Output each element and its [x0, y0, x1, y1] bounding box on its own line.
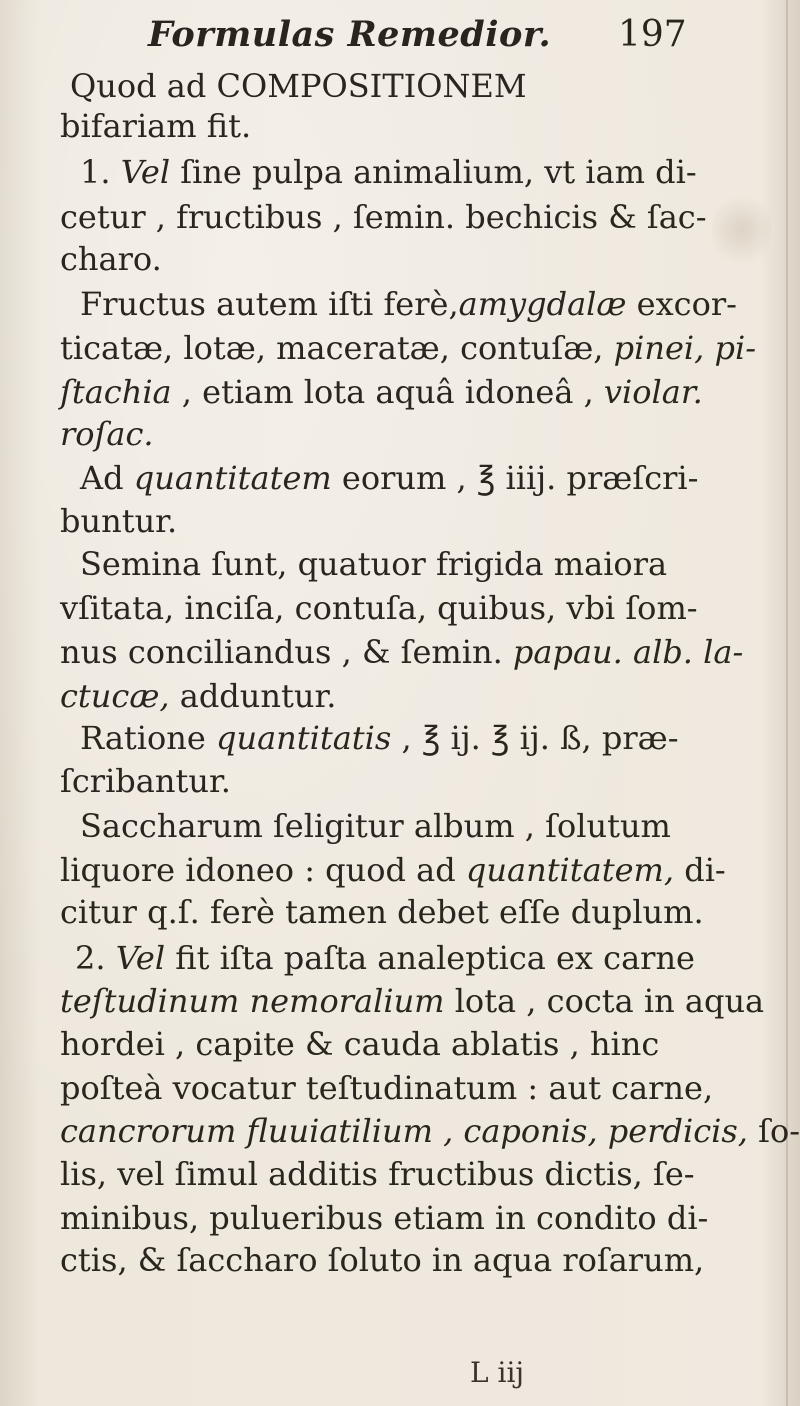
text-line — [60, 1240, 704, 1280]
text-run: ctis, & ſaccharo ſoluto in aqua roſarum, — [60, 1241, 705, 1279]
italic-text: quantitatem — [133, 459, 332, 497]
italic-text: quantitatis — [215, 719, 392, 757]
text-line — [60, 850, 726, 890]
signature-mark: L iij — [470, 1356, 525, 1389]
text-line — [60, 372, 703, 412]
text-line — [60, 328, 756, 368]
text-line — [80, 458, 698, 498]
italic-text: amygdalæ — [458, 285, 627, 323]
text-run: hordei , capite & cauda ablatis , hinc — [60, 1025, 660, 1063]
text-line — [80, 284, 737, 324]
text-run: minibus, pulueribus etiam in condito di- — [60, 1199, 709, 1237]
text-line — [60, 761, 231, 801]
text-run: buntur. — [60, 502, 178, 540]
text-run: adduntur. — [169, 677, 337, 715]
text-run: eorum , ℥ iiij. præſcri- — [331, 459, 699, 497]
text-run: Ad — [80, 459, 134, 497]
text-run: ſine pulpa animalium, vt iam di- — [170, 153, 697, 191]
text-line — [60, 197, 707, 237]
text-run: bifariam fit. — [60, 107, 252, 145]
text-run: Semina ſunt, quatuor frigida maiora — [80, 545, 668, 583]
running-title: Formulas Remedior. — [148, 14, 552, 55]
italic-text: Vel — [115, 939, 166, 977]
text-run: fit iſta paſta analeptica ex carne — [165, 939, 695, 977]
text-run: lis, vel ſimul additis fructibus dictis, ſe- — [60, 1155, 695, 1193]
italic-text: violar. — [603, 373, 703, 411]
text-line — [60, 1154, 695, 1194]
text-run: cetur , fructibus , ſemin. bechicis & ſac- — [60, 198, 707, 236]
text-line — [60, 1198, 708, 1238]
text-run: poſteà vocatur teſtudinatum : aut carne, — [60, 1069, 714, 1107]
text-run: liquore idoneo : quod ad — [60, 851, 466, 889]
text-line — [80, 718, 679, 758]
text-line — [60, 106, 251, 146]
text-run: vſitata, inciſa, contuſa, quibus, vbi ſom- — [60, 589, 698, 627]
text-run: di- — [674, 851, 726, 889]
text-run: citur q.ſ. ferè tamen debet eſſe duplum. — [60, 893, 704, 931]
text-line — [60, 981, 764, 1021]
text-line — [80, 544, 667, 584]
text-run: , etiam lota aquâ idoneâ , — [171, 373, 604, 411]
text-run: ticatæ, lotæ, maceratæ, contuſæ, — [60, 329, 614, 367]
text-line — [60, 676, 336, 716]
italic-text: papau. alb. la- — [512, 633, 744, 671]
text-run: , ℥ ij. ℥ ij. ß, præ- — [391, 719, 679, 757]
text-run: ſcribantur. — [60, 762, 231, 800]
text-line — [60, 1024, 659, 1064]
page-number: 197 — [618, 14, 687, 55]
page-edge-line — [786, 0, 788, 1406]
text-line — [60, 1068, 713, 1108]
text-run: nus conciliandus , & ſemin. — [60, 633, 513, 671]
italic-text: pinei, pi- — [613, 329, 756, 367]
text-line — [60, 414, 154, 454]
page-header — [120, 8, 720, 58]
text-run: ſo- — [747, 1112, 800, 1150]
text-line — [60, 239, 162, 279]
text-run: charo. — [60, 240, 162, 278]
text-line — [70, 66, 527, 106]
italic-text: roſac. — [60, 415, 154, 453]
text-line — [60, 632, 743, 672]
text-line — [75, 938, 695, 978]
text-run: excor- — [626, 285, 737, 323]
text-line — [60, 588, 698, 628]
italic-text: Vel — [120, 153, 171, 191]
text-line — [80, 152, 697, 192]
text-line — [60, 1111, 800, 1151]
text-run: Ratione — [80, 719, 216, 757]
paper-stain — [712, 190, 772, 270]
text-line — [80, 806, 671, 846]
italic-text: ctucæ, — [60, 677, 170, 715]
text-run: Saccharum ſeligitur album , ſolutum — [80, 807, 671, 845]
text-line — [60, 501, 177, 541]
italic-text: cancrorum fluuiatilium , caponis, perdicis, — [60, 1112, 748, 1150]
italic-text: ſtachia — [60, 373, 172, 411]
text-run: lota , cocta in aqua — [444, 982, 765, 1020]
text-line — [60, 892, 704, 932]
text-run: Fructus autem iſti ferè, — [80, 285, 459, 323]
italic-text: quantitatem, — [465, 851, 675, 889]
italic-text: teſtudinum nemoralium — [60, 982, 445, 1020]
text-run: 1. — [80, 153, 121, 191]
text-run: Quod ad COMPOSITIONEM — [70, 67, 527, 105]
text-run: 2. — [75, 939, 116, 977]
